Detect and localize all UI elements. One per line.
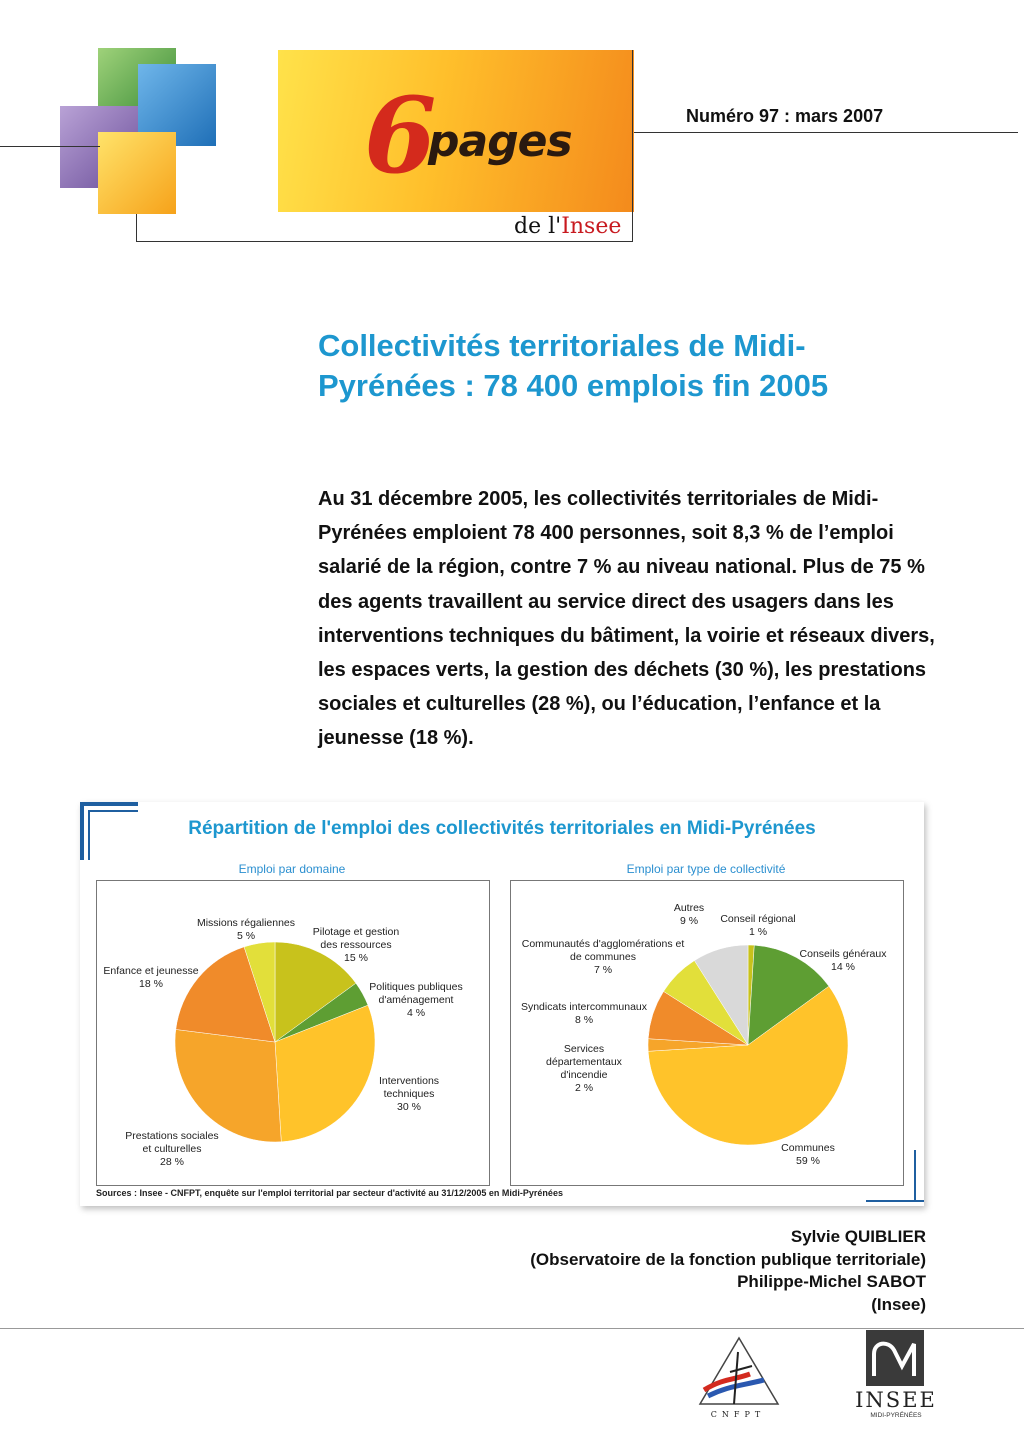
pie-slice-label: Communautés d'agglomérations et de communes 7 % (521, 938, 685, 976)
page-title: Collectivités territoriales de Midi-Pyrénées : 78 400 emplois fin 2005 (318, 328, 829, 403)
authors (530, 1226, 926, 1316)
cnfpt-logo-icon (694, 1334, 784, 1410)
author-line: (Observatoire de la fonction publique territoriale) (530, 1249, 926, 1269)
pie-slice-label: Pilotage et gestion des ressources 15 % (312, 926, 400, 964)
brand-insee: Insee (561, 214, 622, 239)
pie-slice-label: Autres 9 % (673, 902, 705, 927)
lead-paragraph: Au 31 décembre 2005, les collectivités territoriales de Midi-Pyrénées emploient 78 400 personnes, soit 8,3 % de l’emploi salarié de la région, contre 7 % au niveau national. Plus de 75 % des agents travaillent au service direct des usagers dans les interventions techniques du bâtiment, la voirie et réseaux divers, les espaces verts, la gestion des déchets (30 %), les prestations sociales et culturelles (28 %), ou l’éducation, l’enfance et la jeunesse (18 %). (318, 488, 935, 750)
figure-source: Sources : Insee - CNFPT, enquête sur l'emploi territorial par secteur d'activité au 31/12/2005 en Midi-Pyrénées (96, 1188, 563, 1198)
author-line: Philippe-Michel SABOT (737, 1272, 926, 1291)
cnfpt-logo-text: CNFPT (710, 1410, 766, 1419)
figure-title: Répartition de l'emploi des collectivités territoriales en Midi-Pyrénées (188, 818, 816, 839)
brand-de: de l' (514, 214, 562, 239)
insee-logo-subtitle: MIDI-PYRÉNÉES (870, 1412, 922, 1419)
author-line: (Insee) (871, 1294, 926, 1314)
pie-slice-label: Interventions techniques 30 % (378, 1075, 440, 1113)
pie-slice (175, 1029, 281, 1142)
pie-slice-label: Syndicats intercommunaux 8 % (520, 1001, 648, 1026)
pie-slice-label: Conseil régional 1 % (720, 913, 796, 938)
insee-logo-text: INSEE (855, 1388, 937, 1412)
footer-rule (0, 1328, 1024, 1329)
chart-title-collectivity: Emploi par type de collectivité (626, 862, 786, 876)
pie-slice-label: Missions régaliennes 5 % (196, 917, 296, 942)
chart-title-domain: Emploi par domaine (238, 862, 346, 876)
pie-slice-label: Prestations sociales et culturelles 28 % (125, 1130, 219, 1168)
brand-word: pages (428, 116, 572, 167)
author-line: Sylvie QUIBLIER (790, 1227, 926, 1246)
issue-number: Numéro 97 : mars 2007 (686, 106, 884, 126)
pie-slice-label: Services départementaux d'incendie 2 % (546, 1043, 622, 1094)
pie-slice-label: Communes 59 % (781, 1142, 835, 1167)
pie-slice-label: Enfance et jeunesse 18 % (103, 965, 199, 990)
pie-slice-label: Politiques publiques d'aménagement 4 % (369, 981, 463, 1019)
insee-logo-icon (866, 1330, 924, 1386)
pie-slice-label: Conseils généraux 14 % (799, 948, 887, 973)
brand-number: 6 (364, 74, 437, 197)
